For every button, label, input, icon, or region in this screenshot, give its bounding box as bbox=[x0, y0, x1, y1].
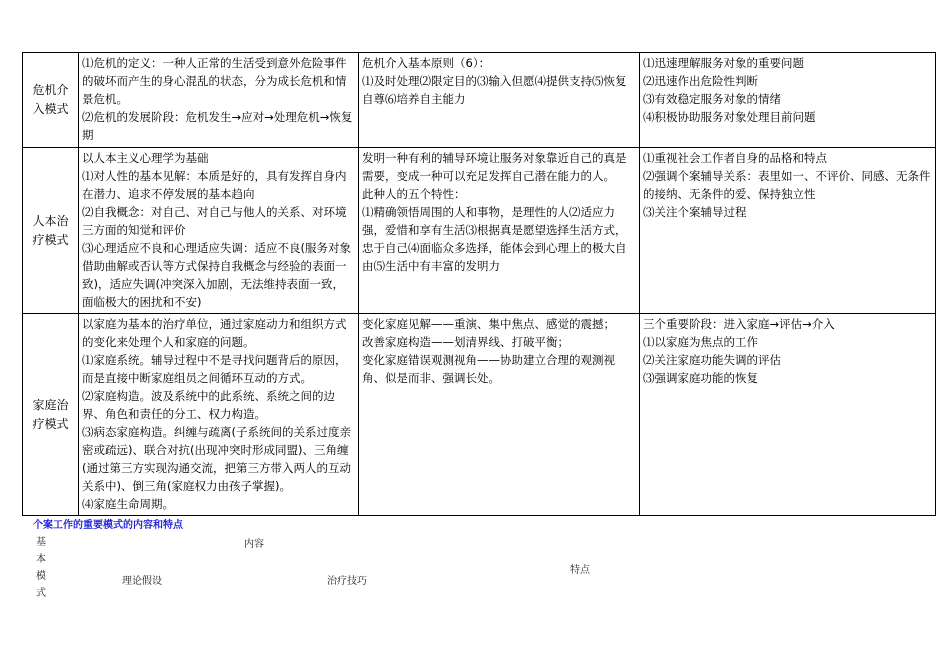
cell-text-line: ⑴精确领悟周围的人和事物，是理性的人⑵适应力强，爱惜和享有生活⑶根据真是愿望选择生活方式，忠于自己⑷面临众多选择，能体会到心理上的极大自由⑸生活中有丰富的发明力 bbox=[362, 205, 627, 273]
cell-text-line: 变化家庭见解——重演、集中焦点、感觉的震撼； bbox=[362, 317, 615, 331]
technique-cell bbox=[359, 314, 640, 516]
technique-cell bbox=[359, 53, 640, 148]
mode-name-cell: 家庭治疗模式 bbox=[23, 314, 79, 516]
basic-mode-char: 模 bbox=[36, 571, 46, 582]
cell-text-line: ⑵强调个案辅导关系：表里如一、不评价、同感、无条件的接纳、无条件的爱、保持独立性 bbox=[643, 169, 931, 201]
feature-cell bbox=[640, 148, 936, 314]
cell-text-line: ⑶心理适应不良和心理适应失调：适应不良(服务对象借助曲解或否认等方式保持自我概念与经验的表面一致)，适应失调(冲突深入加剧，无法维持表面一致，面临极大的困扰和不安) bbox=[82, 241, 351, 309]
mode-row bbox=[23, 148, 936, 314]
basic-mode-char: 本 bbox=[36, 554, 46, 565]
cell-text-line: ⑵家庭构造。波及系统中的此系统、系统之间的边界、角色和责任的分工、权力构造。 bbox=[82, 389, 335, 421]
cell-text-line: ⑵危机的发展阶段：危机发生→应对→处理危机→恢复期 bbox=[82, 110, 353, 142]
table-caption: 个案工作的重要模式的内容和特点 bbox=[33, 520, 183, 531]
cell-text-line: 危机介入基本原则（6）： bbox=[362, 56, 491, 70]
feature-cell bbox=[640, 53, 936, 148]
cell-text-line: ⑵关注家庭功能失调的评估 bbox=[643, 353, 781, 367]
basic-mode-char: 式 bbox=[36, 588, 46, 599]
cell-text-line: ⑴及时处理⑵限定目的⑶输入但愿⑷提供支持⑸恢复自尊⑹培养自主能力 bbox=[362, 74, 627, 106]
cell-text-line: ⑴对人性的基本见解：本质是好的，具有发挥自身内在潜力、追求不停发展的基本趋向 bbox=[82, 169, 347, 201]
technique-cell bbox=[359, 148, 640, 314]
cell-text-line: ⑴重视社会工作者自身的品格和特点 bbox=[643, 151, 827, 165]
cell-text-line: 改善家庭构造——划清界线、打破平衡； bbox=[362, 335, 569, 349]
cell-text-line: ⑶病态家庭构造。纠缠与疏离(子系统间的关系过度亲密或疏远)、联合对抗(出现冲突时形成同盟)、三角缠(通过第三方实现沟通交流，把第三方带入两人的互动关系中)、倒三角(家庭权力由孩子掌握)。 bbox=[82, 425, 351, 493]
cell-text-line: ⑶有效稳定服务对象的情绪 bbox=[643, 92, 781, 106]
content-header: 内容 bbox=[244, 539, 264, 550]
cell-text-line: 以家庭为基本的治疗单位，通过家庭动力和组织方式的变化来处理个人和家庭的问题。 bbox=[82, 317, 347, 349]
cell-text-line: 此种人的五个特性： bbox=[362, 187, 466, 201]
mode-row bbox=[23, 53, 936, 148]
modes-table bbox=[22, 52, 936, 516]
theory-cell bbox=[79, 314, 359, 516]
theory-cell bbox=[79, 148, 359, 314]
cell-text-line: ⑴危机的定义：一种人正常的生活受到意外危险事件的破坏而产生的身心混乱的状态，分为成长危机和情景危机。 bbox=[82, 56, 347, 106]
mode-name-cell: 危机介入模式 bbox=[23, 53, 79, 148]
cell-text-line: ⑴家庭系统。辅导过程中不是寻找问题背后的原因，而是直接中断家庭组员之间循环互动的方式。 bbox=[82, 353, 347, 385]
technique-header: 治疗技巧 bbox=[327, 576, 367, 587]
feature-cell bbox=[640, 314, 936, 516]
theory-header: 理论假设 bbox=[122, 576, 162, 587]
cell-text-line: 发明一种有利的辅导环境让服务对象靠近自己的真是需要，变成一种可以充足发挥自己潜在能力的人。 bbox=[362, 151, 627, 183]
basic-mode-vertical-label bbox=[36, 534, 46, 602]
cell-text-line: 变化家庭错误观测视角——协助建立合理的观测视角、似是而非、强调长处。 bbox=[362, 353, 615, 385]
cell-text-line: ⑶强调家庭功能的恢复 bbox=[643, 371, 758, 385]
theory-cell bbox=[79, 53, 359, 148]
cell-text-line: ⑴以家庭为焦点的工作 bbox=[643, 335, 758, 349]
cell-text-line: ⑷积极协助服务对象处理目前问题 bbox=[643, 110, 816, 124]
mode-name-cell: 人本治疗模式 bbox=[23, 148, 79, 314]
mode-row bbox=[23, 314, 936, 516]
basic-mode-char: 基 bbox=[36, 537, 46, 548]
cell-text-line: ⑶关注个案辅导过程 bbox=[643, 205, 747, 219]
cell-text-line: ⑴迅速理解服务对象的重要问题 bbox=[643, 56, 804, 70]
cell-text-line: ⑵自我概念：对自己、对自己与他人的关系、对环境三方面的知觉和评价 bbox=[82, 205, 347, 237]
cell-text-line: ⑵迅速作出危险性判断 bbox=[643, 74, 758, 88]
features-header: 特点 bbox=[570, 565, 590, 576]
cell-text-line: 三个重要阶段：进入家庭→评估→介入 bbox=[643, 317, 835, 331]
cell-text-line: ⑷家庭生命周期。 bbox=[82, 497, 174, 511]
cell-text-line: 以人本主义心理学为基础 bbox=[82, 151, 209, 165]
